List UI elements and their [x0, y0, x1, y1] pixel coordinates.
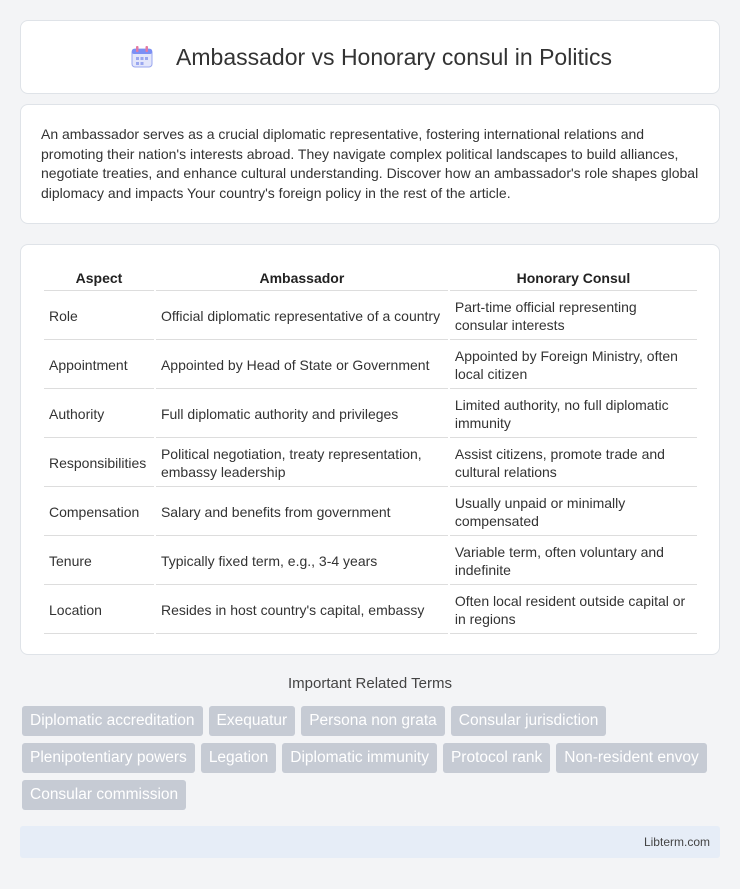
cell-ambassador: Political negotiation, treaty representation, embassy leadership: [156, 440, 448, 487]
page-title: Ambassador vs Honorary consul in Politics: [176, 43, 612, 70]
table-row: [44, 489, 697, 536]
cell-honorary-consul: Limited authority, no full diplomatic immunity: [450, 391, 697, 438]
related-term-tag[interactable]: Exequatur: [209, 706, 296, 736]
related-term-tag[interactable]: Legation: [201, 743, 276, 773]
cell-aspect: Authority: [44, 391, 154, 438]
cell-honorary-consul: Assist citizens, promote trade and cultural relations: [450, 440, 697, 487]
cell-honorary-consul: Appointed by Foreign Ministry, often local citizen: [450, 342, 697, 389]
related-term-tag[interactable]: Plenipotentiary powers: [22, 743, 195, 773]
cell-ambassador: Salary and benefits from government: [156, 489, 448, 536]
cell-aspect: Tenure: [44, 538, 154, 585]
intro-text: An ambassador serves as a crucial diplomatic representative, fostering international relations and promoting their nation's interests abroad. They navigate complex political landscapes to build alliances, negotiate treaties, and enhance cultural understanding. Discover how an ambassador's role shapes global diplomacy and impacts Your country's foreign policy in the rest of the article.: [41, 126, 699, 201]
cell-ambassador: Appointed by Head of State or Government: [156, 342, 448, 389]
table-row: [44, 342, 697, 389]
cell-honorary-consul: Part-time official representing consular interests: [450, 293, 697, 340]
cell-honorary-consul: Variable term, often voluntary and indefinite: [450, 538, 697, 585]
comparison-table: [42, 265, 699, 636]
header-ambassador: Ambassador: [156, 267, 448, 291]
related-terms-list: [22, 706, 722, 810]
related-term-tag[interactable]: Protocol rank: [443, 743, 550, 773]
cell-ambassador: Full diplomatic authority and privileges: [156, 391, 448, 438]
title-card: [20, 20, 720, 94]
footer: [20, 826, 720, 858]
related-term-tag[interactable]: Consular jurisdiction: [451, 706, 607, 736]
cell-honorary-consul: Usually unpaid or minimally compensated: [450, 489, 697, 536]
cell-aspect: Responsibilities: [44, 440, 154, 487]
table-row: [44, 293, 697, 340]
table-row: [44, 440, 697, 487]
cell-ambassador: Typically fixed term, e.g., 3-4 years: [156, 538, 448, 585]
table-row: [44, 587, 697, 634]
related-term-tag[interactable]: Diplomatic immunity: [282, 743, 437, 773]
related-term-tag[interactable]: Diplomatic accreditation: [22, 706, 203, 736]
table-header-row: [44, 267, 697, 291]
calendar-icon: [128, 43, 156, 71]
intro-card: [20, 104, 720, 224]
related-term-tag[interactable]: Consular commission: [22, 780, 186, 810]
cell-ambassador: Resides in host country's capital, embassy: [156, 587, 448, 634]
cell-aspect: Role: [44, 293, 154, 340]
cell-honorary-consul: Often local resident outside capital or in regions: [450, 587, 697, 634]
cell-ambassador: Official diplomatic representative of a country: [156, 293, 448, 340]
header-aspect: Aspect: [44, 267, 154, 291]
header-honorary-consul: Honorary Consul: [450, 267, 697, 291]
cell-aspect: Appointment: [44, 342, 154, 389]
related-term-tag[interactable]: Non-resident envoy: [556, 743, 706, 773]
cell-aspect: Location: [44, 587, 154, 634]
comparison-table-card: [20, 244, 720, 655]
table-row: [44, 538, 697, 585]
table-row: [44, 391, 697, 438]
related-terms-title: Important Related Terms: [288, 675, 452, 692]
related-term-tag[interactable]: Persona non grata: [301, 706, 445, 736]
cell-aspect: Compensation: [44, 489, 154, 536]
footer-site-link[interactable]: Libterm.com: [643, 835, 710, 849]
